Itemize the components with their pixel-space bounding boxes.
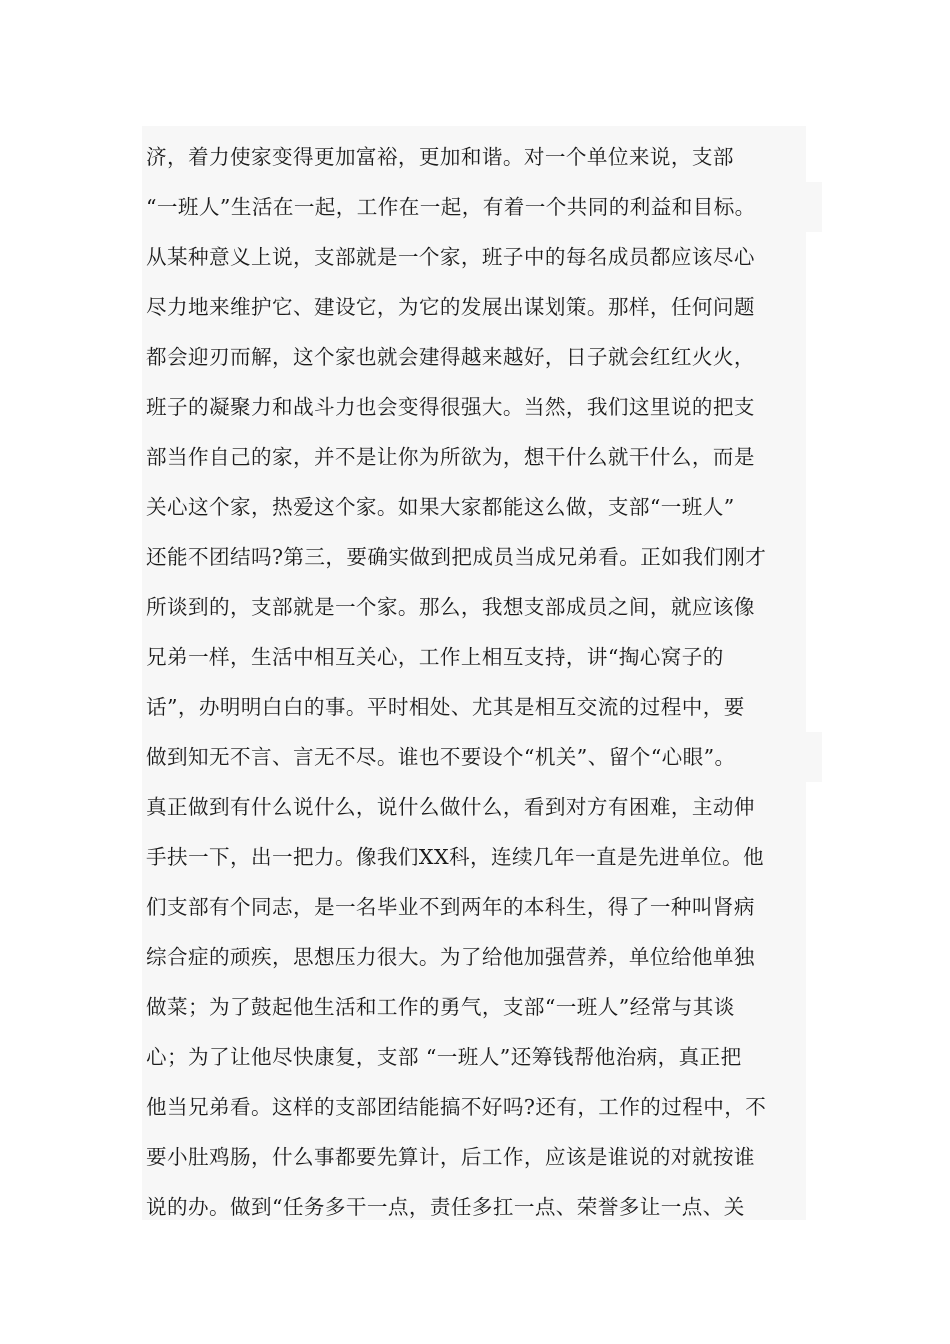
text-line: 兄弟一样，生活中相互关心，工作上相互支持，讲“掏心窝子的	[146, 645, 724, 669]
text-line: 心；为了让他尽快康复，支部 “一班人”还筹钱帮他治病，真正把	[146, 1045, 742, 1069]
text-line: 真正做到有什么说什么，说什么做什么，看到对方有困难，主动伸	[146, 795, 755, 819]
text-line: 尽力地来维护它、建设它，为它的发展出谋划策。那样，任何问题	[146, 295, 755, 319]
text-line: 关心这个家，热爱这个家。如果大家都能这么做，支部“一班人”	[146, 495, 735, 519]
text-line: 都会迎刃而解，这个家也就会建得越来越好，日子就会红红火火，	[146, 345, 755, 369]
text-line: 济，着力使家变得更加富裕，更加和谐。对一个单位来说，支部	[146, 145, 734, 169]
text-line: 还能不团结吗?第三，要确实做到把成员当成兄弟看。正如我们刚才	[146, 545, 767, 569]
body-text-block	[142, 126, 806, 1220]
text-line: 班子的凝聚力和战斗力也会变得很强大。当然，我们这里说的把支	[146, 395, 755, 419]
text-line: 说的办。做到“任务多干一点，责任多扛一点、荣誉多让一点、关	[146, 1195, 745, 1219]
text-line: 他当兄弟看。这样的支部团结能搞不好吗?还有，工作的过程中，不	[146, 1095, 767, 1119]
text-line: 综合症的顽疾，思想压力很大。为了给他加强营养，单位给他单独	[146, 945, 755, 969]
text-line: 做到知无不言、言无不尽。谁也不要设个“机关”、留个“心眼”。	[142, 732, 822, 782]
text-line: 话”，办明明白白的事。平时相处、尤其是相互交流的过程中，要	[146, 695, 745, 719]
text-line: “一班人”生活在一起，工作在一起，有着一个共同的利益和目标。	[142, 182, 822, 232]
text-line: 们支部有个同志，是一名毕业不到两年的本科生，得了一种叫肾病	[146, 895, 755, 919]
text-line: 从某种意义上说，支部就是一个家，班子中的每名成员都应该尽心	[146, 245, 755, 269]
text-line: 手扶一下，出一把力。像我们XX科，连续几年一直是先进单位。他	[146, 845, 764, 869]
text-line: 所谈到的，支部就是一个家。那么，我想支部成员之间，就应该像	[146, 595, 755, 619]
paragraph	[142, 132, 806, 1232]
text-line: 做菜；为了鼓起他生活和工作的勇气，支部“一班人”经常与其谈	[146, 995, 735, 1019]
text-line: 部当作自己的家，并不是让你为所欲为，想干什么就干什么，而是	[146, 445, 755, 469]
text-line: 要小肚鸡肠，什么事都要先算计，后工作，应该是谁说的对就按谁	[146, 1145, 755, 1169]
